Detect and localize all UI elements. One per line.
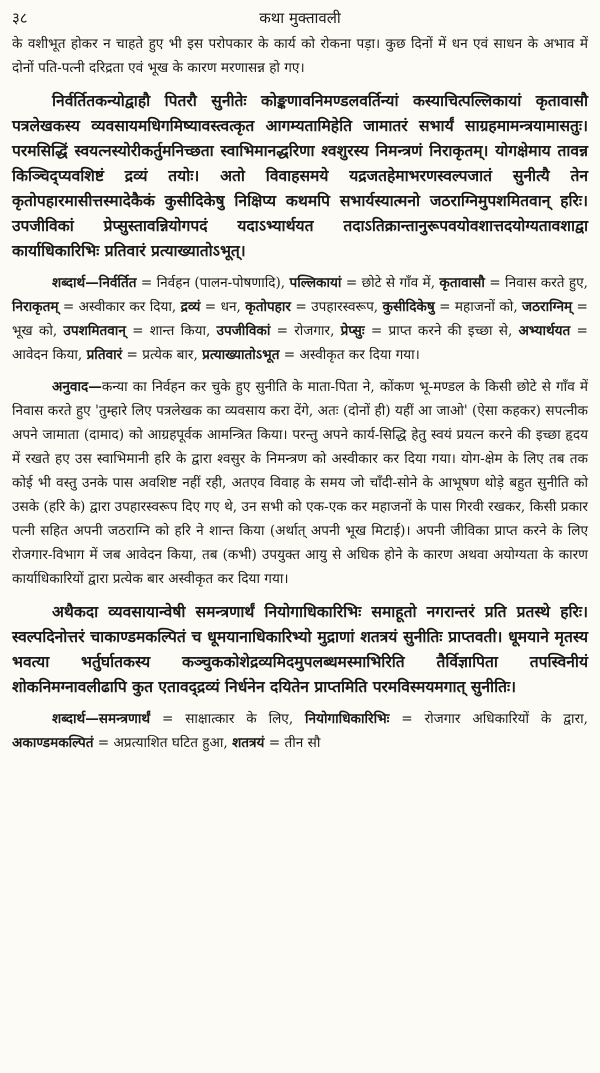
glossary-1: शब्दार्थ—निर्वर्तित = निर्वहन (पालन-पोषणादि), पल्लिकायां = छोटे से गाँव में, कृतावासौ = निवास करते हुए, निराकृतम् = अस्वीकार कर दिया, द्रव्यं = धन, कृतोपहार = उपहारस्वरूप, कुसीदिकेषु = महाजनों को, जठराग्निम् = भूख को, उपशमितवान् = शान्त किया, उपजीविकां = रोजगार, प्रेप्सुः = प्राप्त करने की इच्छा से, अभ्यार्थयत = आवेदन किया, प्रतिवारं = प्रत्येक बार, प्रत्याख्यातोऽभूत = अस्वीकृत कर दिया गया। bbox=[12, 275, 588, 363]
glossary-2: शब्दार्थ—समन्त्रणार्थं = साक्षात्कार के लिए, नियोगाधिकारिभिः = रोजगार अधिकारियों के द्वारा, अकाण्डमकल्पितं = अप्रत्याशित घटित हुआ, शतत्रयं = तीन सौ bbox=[12, 711, 588, 751]
glossary-term: प्रेप्सुः bbox=[340, 323, 365, 339]
glossary-meaning: निवास करते हुए bbox=[505, 275, 584, 291]
glossary-term: कृतोपहार bbox=[245, 299, 291, 315]
page-header bbox=[12, 6, 588, 32]
glossary-meaning: छोटे से गाँव में bbox=[361, 275, 431, 291]
sanskrit-passage-1: निर्वर्तितकन्योद्वाहौ पितरौ सुनीतेः कोङ्कणावनिमण्डलवर्तिन्यां कस्याचित्पल्लिकायां कृतावासौ पत्रलेखकस्य व्यवसायमधिगमिष्यावस्त्वत्कृत आगम्यतामिहेति जामातरं सभार्यं साग्रहमामन्त्रयामासतुः। परमसिद्धिं स्वयत्नस्योरीकर्तुमनिच्छता स्वाभिमानद्धरिणा श्वशुरस्य निमन्त्रणं निराकृतम्। योगक्षेमाय तावन्न किञ्चिद्प्यवशिष्टं द्रव्यं तयोः। अतो विवाहसमये यद्रजतहेमाभरणस्वल्पजातं सुनीत्यै तेन कृतोपहारमासीत्तस्मादेकैकं कुसीदिकेषु निक्षिप्य कथमपि सभार्यस्यात्मनो जठराग्निमुपशमितवान् हरिः। उपजीविकां प्रेप्सुस्तावन्नियोगपदं यदाऽभ्यार्थयत तदाऽतिक्रान्तानुरूपवयोवशात्तदयोग्यतावशाद्वा कार्याधिकारिभिः प्रतिवारं प्रत्याख्यातोऽभूत्। bbox=[12, 91, 588, 260]
glossary-term: अकाण्डमकल्पितं bbox=[12, 735, 94, 751]
glossary-meaning: शान्त किया bbox=[149, 323, 206, 339]
translation-label: अनुवाद bbox=[52, 379, 89, 395]
glossary-meaning: धन bbox=[220, 299, 237, 315]
glossary-label: शब्दार्थ bbox=[52, 275, 86, 291]
glossary-meaning: अस्वीकार कर दिया bbox=[78, 299, 172, 315]
glossary-meaning: प्रत्येक बार bbox=[142, 347, 194, 363]
glossary-term: कृतावासौ bbox=[439, 275, 485, 291]
glossary-term: शतत्रयं bbox=[232, 735, 265, 751]
glossary-term: निराकृतम् bbox=[12, 299, 59, 315]
glossary-meaning: रोजगार अधिकारियों के द्वारा bbox=[424, 711, 584, 727]
glossary-term: जठराग्निम् bbox=[522, 299, 573, 315]
translation-text: कन्या का निर्वहन कर चुके हुए सुनीति के माता-पिता ने, कोंकण भू-मण्डल के किसी छोटे से गाँव में निवास करते हुए 'तुम्हारे लिए पत्रलेखक का व्यवसाय करा देंगे, अतः (दोनों ही) यहीं आ जाओ' (ऐसा कहकर) सपत्नीक अपने जामाता (दामाद) को आग्रहपूर्वक आमन्त्रित किया। परन्तु अपने कार्य-सिद्धि हेतु स्वयं प्रयत्न करने की इच्छा हृदय में रखते हए उस स्वाभिमानी हरि के द्वारा श्वसुर के निमन्त्रण को अस्वीकार कर दिया गया। योग-क्षेम के लिए तब तक कोई भी वस्तु उनके पास अवशिष्ट नहीं रही, अतएव विवाह के समय जो चाँदी-सोने के आभूषण थोड़े बहुत सुनीति को उसके (हरि के) द्वारा उपहारस्वरूप दिए गए थे, उन सभी को एक-एक कर महाजनों के पास गिरवी रखकर, किसी प्रकार पत्नी सहित अपनी जठराग्नि को हरि ने शान्त किया (अर्थात् अपनी भूख मिटाई)। अपनी जीविका प्राप्त करने के लिए रोजगार-विभाग में जब आवेदन किया, तब (कभी) उपयुक्त आयु से अधिक होने के कारण अथवा अयोग्यता के कारण कार्याधिकारियों द्वारा प्रत्येक बार अस्वीकृत कर दिया गया। bbox=[12, 379, 588, 587]
glossary-meaning: तीन सौ bbox=[284, 735, 321, 751]
glossary-term: कुसीदिकेषु bbox=[382, 299, 435, 315]
glossary-term: नियोगाधिकारिभिः bbox=[305, 711, 390, 727]
glossary-term: उपजीविकां bbox=[216, 323, 271, 339]
glossary-meaning: महाजनों को bbox=[454, 299, 514, 315]
glossary-term: प्रत्याख्यातोऽभूत bbox=[202, 347, 280, 363]
glossary-term: समन्त्रणार्थं bbox=[98, 711, 151, 727]
page-number: ३८ bbox=[12, 9, 28, 27]
glossary-items: समन्त्रणार्थं = साक्षात्कार के लिए, नियोगाधिकारिभिः = रोजगार अधिकारियों के द्वारा, अकाण्डमकल्पितं = अप्रत्याशित घटित हुआ, शतत्रयं = तीन सौ bbox=[12, 711, 588, 751]
glossary-meaning: उपहारस्वरूप bbox=[311, 299, 374, 315]
glossary-meaning: अस्वीकृत कर दिया गया। bbox=[299, 347, 420, 363]
glossary-term: पल्लिकायां bbox=[289, 275, 342, 291]
sanskrit-passage-2: अथैकदा व्यवसायान्वेषी समन्त्रणार्थं नियोगाधिकारिभिः समाहूतो नगरान्तरं प्रति प्रतस्थे हरिः। स्वल्पदिनोत्तरं चाकाण्डमकल्पितं च धूमयानाधिकारिभ्यो मुद्राणां शतत्रयं सुनीतिः प्राप्तवती। धूमयाने मृतस्य भवत्या भर्तुर्घातकस्य कञ्चुककोशेद्रव्यमिदमुपलब्धमस्माभिरिति तैर्विज्ञापिता तपस्विनीयं शोकनिमग्नावलीढापि कुत एतावद्द्रव्यं निर्धनेन दयितेन प्राप्तमिति परमविस्मयमगात् सुनीतिः। bbox=[12, 602, 588, 696]
glossary-term: निर्वर्तित bbox=[98, 275, 137, 291]
glossary-items: निर्वर्तित = निर्वहन (पालन-पोषणादि), पल्लिकायां = छोटे से गाँव में, कृतावासौ = निवास करते हुए, निराकृतम् = अस्वीकार कर दिया, द्रव्यं = धन, कृतोपहार = उपहारस्वरूप, कुसीदिकेषु = महाजनों को, जठराग्निम् = भूख को, उपशमितवान् = शान्त किया, उपजीविकां = रोजगार, प्रेप्सुः = प्राप्त करने की इच्छा से, अभ्यार्थयत = आवेदन किया, प्रतिवारं = प्रत्येक बार, प्रत्याख्यातोऽभूत = अस्वीकृत कर दिया गया। bbox=[12, 275, 588, 363]
glossary-meaning: निर्वहन (पालन-पोषणादि) bbox=[156, 275, 281, 291]
glossary-term: अभ्यार्थयत bbox=[518, 323, 571, 339]
page-title: कथा मुक्तावली bbox=[259, 9, 341, 27]
glossary-term: उपशमितवान् bbox=[63, 323, 126, 339]
glossary-meaning: साक्षात्कार के लिए bbox=[185, 711, 289, 727]
glossary-term: प्रतिवारं bbox=[86, 347, 123, 363]
glossary-term: द्रव्यं bbox=[180, 299, 201, 315]
glossary-meaning: अप्रत्याशित घटित हुआ bbox=[113, 735, 224, 751]
glossary-meaning: प्राप्त करने की इच्छा से bbox=[388, 323, 508, 339]
glossary-meaning: भूख को bbox=[12, 323, 53, 339]
intro-paragraph: के वशीभूत होकर न चाहते हुए भी इस परोपकार के कार्य को रोकना पड़ा। कुछ दिनों में धन एवं साधन के अभाव में दोनों पति-पत्नी दरिद्रता एवं भूख के कारण मरणासन्न हो गए। bbox=[12, 36, 588, 76]
glossary-meaning: आवेदन किया bbox=[12, 347, 78, 363]
glossary-label: शब्दार्थ bbox=[52, 711, 86, 727]
glossary-meaning: रोजगार bbox=[294, 323, 331, 339]
translation-paragraph: अनुवाद—कन्या का निर्वहन कर चुके हुए सुनीति के माता-पिता ने, कोंकण भू-मण्डल के किसी छोटे से गाँव में निवास करते हुए 'तुम्हारे लिए पत्रलेखक का व्यवसाय करा देंगे, अतः (दोनों ही) यहीं आ जाओ' (ऐसा कहकर) सपत्नीक अपने जामाता (दामाद) को आग्रहपूर्वक आमन्त्रित किया। परन्तु अपने कार्य-सिद्धि हेतु स्वयं प्रयत्न करने की इच्छा हृदय में रखते हए उस स्वाभिमानी हरि के द्वारा श्वसुर के निमन्त्रण को अस्वीकार कर दिया गया। योग-क्षेम के लिए तब तक कोई भी वस्तु उनके पास अवशिष्ट नहीं रही, अतएव विवाह के समय जो चाँदी-सोने के आभूषण थोड़े बहुत सुनीति को उसके (हरि के) द्वारा उपहारस्वरूप दिए गए थे, उन सभी को एक-एक कर महाजनों के पास गिरवी रखकर, किसी प्रकार पत्नी सहित अपनी जठराग्नि को हरि ने शान्त किया (अर्थात् अपनी भूख मिटाई)। अपनी जीविका प्राप्त करने के लिए रोजगार-विभाग में जब आवेदन किया, तब (कभी) उपयुक्त आयु से अधिक होने के कारण अथवा अयोग्यता के कारण कार्याधिकारियों द्वारा प्रत्येक बार अस्वीकृत कर दिया गया। bbox=[12, 379, 588, 587]
